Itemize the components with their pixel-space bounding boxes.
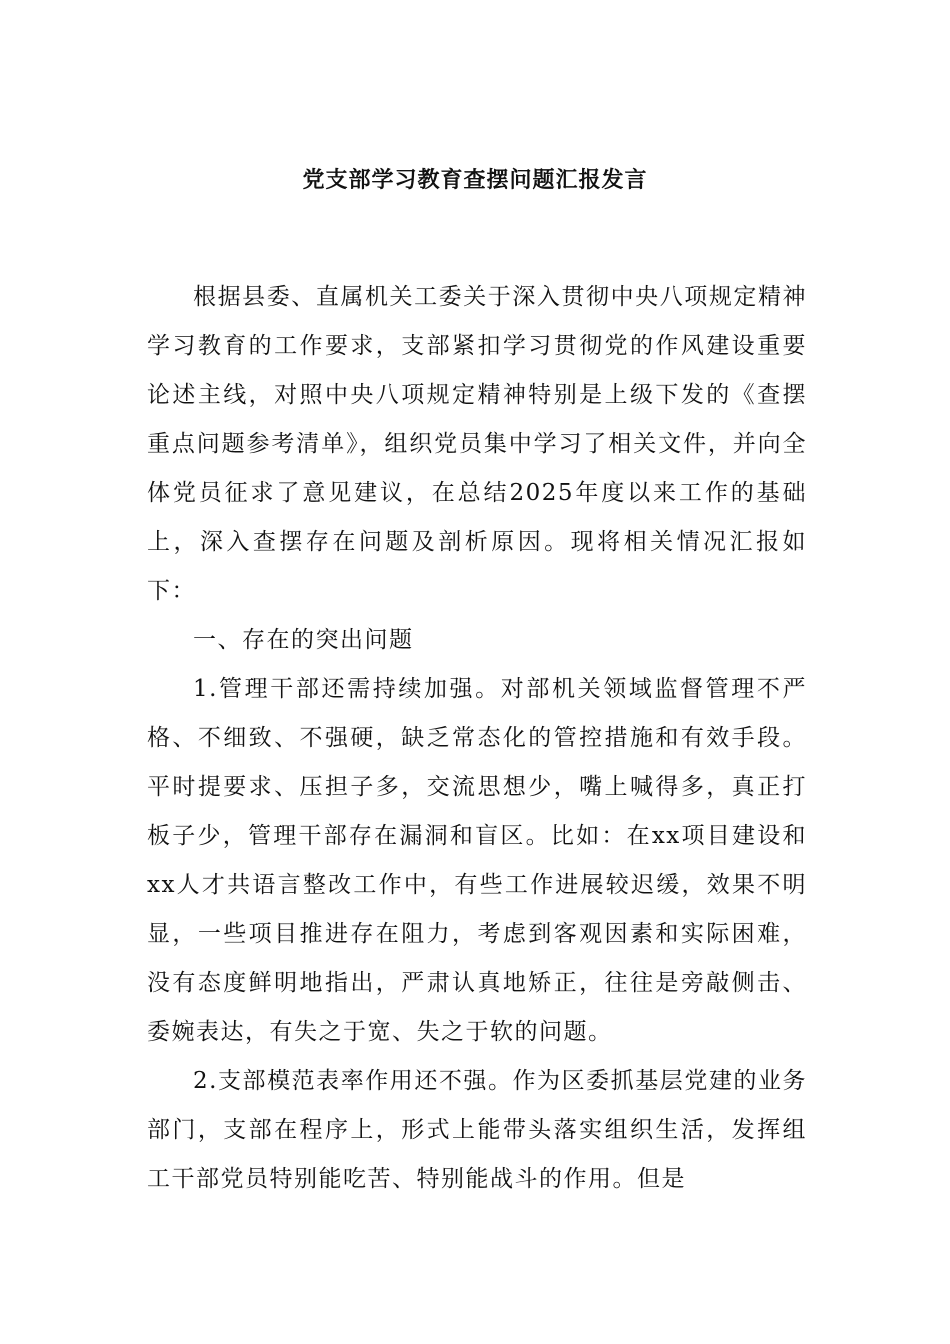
paragraph-item-2: 2.支部模范表率作用还不强。作为区委抓基层党建的业务部门，支部在程序上，形式上能带头落实组织生活，发挥组工干部党员特别能吃苦、特别能战斗的作用。但是 xyxy=(147,1068,807,1192)
document-body xyxy=(147,273,807,1204)
document-title: 党支部学习教育查摆问题汇报发言 xyxy=(302,167,648,193)
section-heading-problems: 一、存在的突出问题 xyxy=(193,627,414,653)
paragraph-item-1: 1.管理干部还需持续加强。对部机关领域监督管理不严格、不细致、不强硬，缺乏常态化的管控措施和有效手段。平时提要求、压担子多，交流思想少，嘴上喊得多，真正打板子少，管理干部存在漏洞和盲区。比如：在xx项目建设和xx人才共语言整改工作中，有些工作进展较迟缓，效果不明显，一些项目推进存在阻力，考虑到客观因素和实际困难，没有态度鲜明地指出，严肃认真地矫正，往往是旁敲侧击、委婉表达，有失之于宽、失之于软的问题。 xyxy=(147,676,807,1045)
paragraph-intro: 根据县委、直属机关工委关于深入贯彻中央八项规定精神学习教育的工作要求，支部紧扣学习贯彻党的作风建设重要论述主线，对照中央八项规定精神特别是上级下发的《查摆重点问题参考清单》，组织党员集中学习了相关文件，并向全体党员征求了意见建议，在总结2025年度以来工作的基础上，深入查摆存在问题及剖析原因。现将相关情况汇报如下： xyxy=(147,284,807,604)
